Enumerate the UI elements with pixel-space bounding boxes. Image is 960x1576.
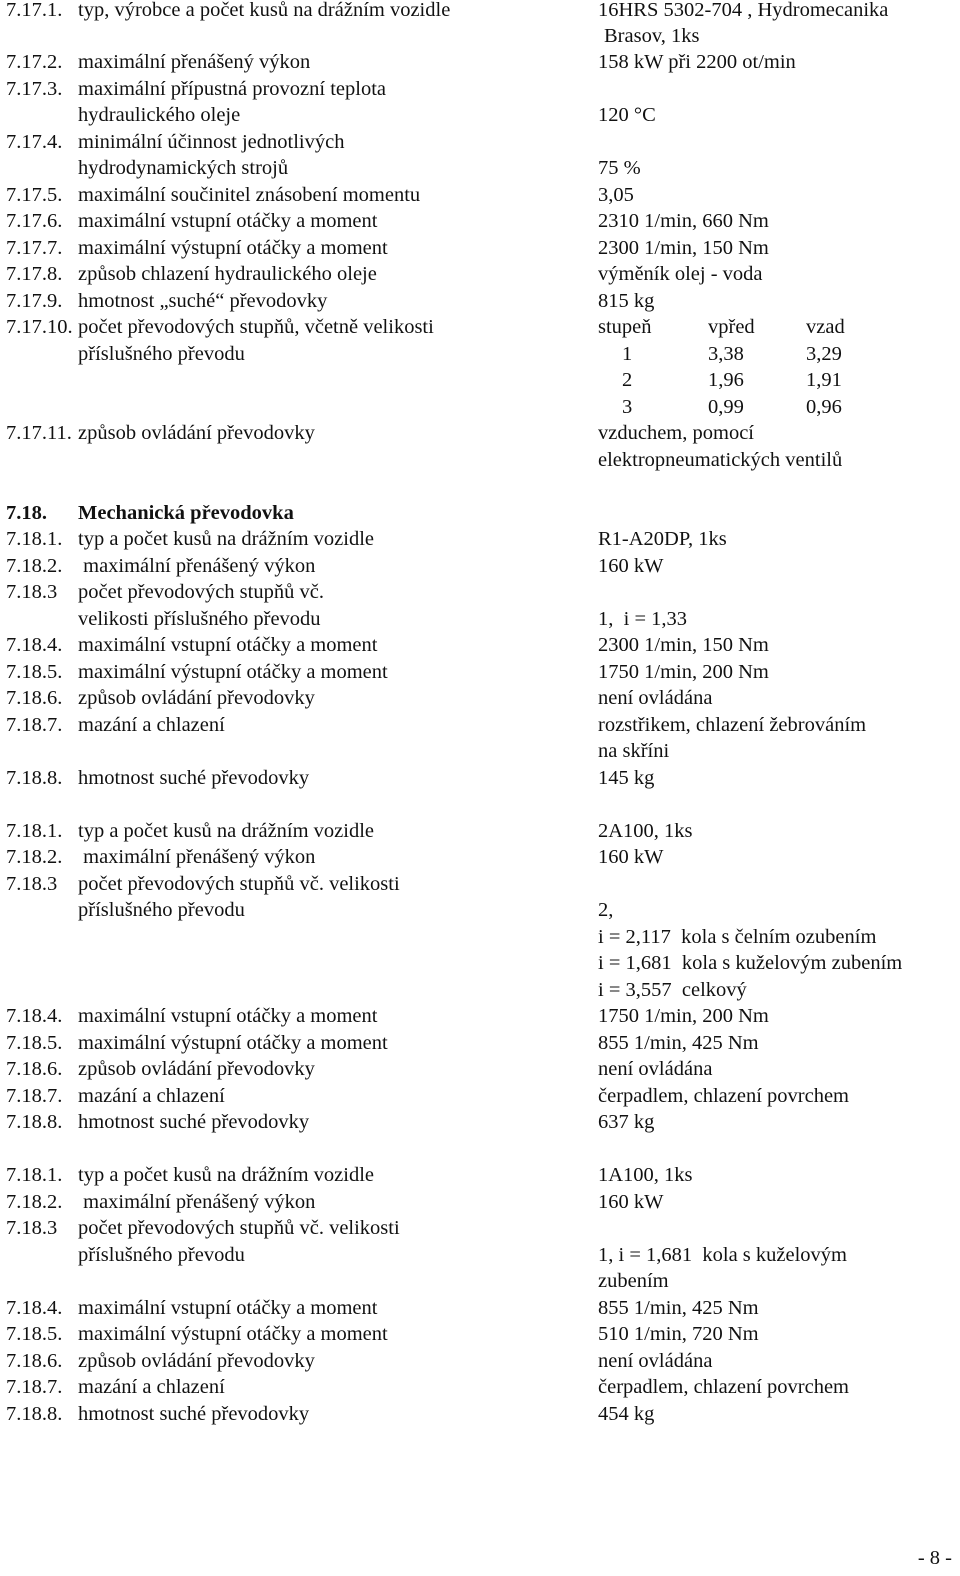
item-value: 855 1/min, 425 Nm — [598, 1032, 759, 1054]
item-number: 7.18.3 — [6, 873, 58, 895]
item-value: není ovládána — [598, 1058, 713, 1080]
item-number: 7.17.1. — [6, 0, 63, 21]
item-value: 855 1/min, 425 Nm — [598, 1297, 759, 1319]
item-value: 1750 1/min, 200 Nm — [598, 661, 769, 683]
item-label: typ a počet kusů na drážním vozidle — [78, 528, 375, 550]
item-label: typ a počet kusů na drážním vozidle — [78, 1164, 375, 1186]
item-number: 7.17.5. — [6, 184, 63, 206]
item-number: 7.18.2. — [6, 846, 63, 868]
item-label: hmotnost suché převodovky — [78, 1403, 310, 1425]
item-number: 7.18.8. — [6, 1111, 63, 1133]
item-value: 160 kW — [598, 555, 664, 577]
item-label: maximální přenášený výkon — [78, 1191, 316, 1213]
item-number: 7.18.7. — [6, 1085, 63, 1107]
item-value-cont: elektropneumatických ventilů — [598, 449, 843, 471]
item-label-cont: hydraulického oleje — [78, 104, 241, 126]
item-value: není ovládána — [598, 687, 713, 709]
item-label: počet převodových stupňů, včetně velikosti — [78, 316, 434, 338]
item-value: 1, i = 1,681 kola s kuželovým — [598, 1244, 847, 1266]
item-number: 7.17.2. — [6, 51, 63, 73]
item-label: mazání a chlazení — [78, 1376, 225, 1398]
item-number: 7.18.3 — [6, 581, 58, 603]
item-label: maximální výstupní otáčky a moment — [78, 237, 388, 259]
item-number: 7.18.1. — [6, 1164, 63, 1186]
item-label: maximální vstupní otáčky a moment — [78, 1297, 378, 1319]
item-label-cont: hydrodynamických strojů — [78, 157, 289, 179]
item-number: 7.17.3. — [6, 78, 63, 100]
item-number: 7.18.7. — [6, 714, 63, 736]
item-value: 160 kW — [598, 1191, 664, 1213]
item-number: 7.18.5. — [6, 661, 63, 683]
gear-table-cell: 3,38 — [708, 343, 744, 365]
item-number: 7.18.6. — [6, 1350, 63, 1372]
gear-table-cell: 1,91 — [806, 369, 842, 391]
item-number: 7.18.2. — [6, 1191, 63, 1213]
item-value: 16HRS 5302-704 , Hydromecanika — [598, 0, 889, 21]
item-value: 1, i = 1,33 — [598, 608, 688, 630]
item-value: rozstřikem, chlazení žebrováním — [598, 714, 867, 736]
item-number: 7.18.4. — [6, 1297, 63, 1319]
item-value: vzduchem, pomocí — [598, 422, 754, 444]
item-label: maximální výstupní otáčky a moment — [78, 661, 388, 683]
gear-table-header: vzad — [806, 316, 845, 338]
item-number: 7.18.8. — [6, 767, 63, 789]
item-label: způsob ovládání převodovky — [78, 422, 315, 444]
item-value: 1A100, 1ks — [598, 1164, 693, 1186]
item-value: 2300 1/min, 150 Nm — [598, 634, 769, 656]
item-value: 75 % — [598, 157, 641, 179]
item-label: hmotnost suché převodovky — [78, 1111, 310, 1133]
section-number: 7.18. — [6, 502, 47, 524]
item-number: 7.17.9. — [6, 290, 63, 312]
item-label: maximální přenášený výkon — [78, 51, 311, 73]
item-value: 815 kg — [598, 290, 655, 312]
gear-table-header: stupeň — [598, 316, 652, 338]
item-value-cont: i = 2,117 kola s čelním ozubením — [598, 926, 877, 948]
item-label: počet převodových stupňů vč. — [78, 581, 324, 603]
item-value: výměník olej - voda — [598, 263, 763, 285]
gear-table-cell: 2 — [622, 369, 633, 391]
item-value: 3,05 — [598, 184, 634, 206]
item-number: 7.17.11. — [6, 422, 72, 444]
item-value: 160 kW — [598, 846, 664, 868]
item-value-cont: i = 1,681 kola s kuželovým zubením — [598, 952, 903, 974]
item-number: 7.18.5. — [6, 1323, 63, 1345]
gear-table-header: vpřed — [708, 316, 755, 338]
page-number: - 8 - — [917, 1547, 952, 1569]
item-value: čerpadlem, chlazení povrchem — [598, 1085, 849, 1107]
item-number: 7.18.6. — [6, 1058, 63, 1080]
item-value: 1750 1/min, 200 Nm — [598, 1005, 769, 1027]
item-value-cont: Brasov, 1ks — [604, 25, 700, 47]
item-value-cont: na skříni — [598, 740, 670, 762]
item-value: 120 °C — [598, 104, 656, 126]
item-number: 7.18.6. — [6, 687, 63, 709]
item-value: čerpadlem, chlazení povrchem — [598, 1376, 849, 1398]
item-number: 7.17.4. — [6, 131, 63, 153]
item-label-cont: příslušného převodu — [78, 343, 245, 365]
gear-table-cell: 3 — [622, 396, 633, 418]
item-label: maximální vstupní otáčky a moment — [78, 210, 378, 232]
item-label: způsob chlazení hydraulického oleje — [78, 263, 377, 285]
item-label: minimální účinnost jednotlivých — [78, 131, 345, 153]
item-label: hmotnost „suché“ převodovky — [78, 290, 328, 312]
item-label: způsob ovládání převodovky — [78, 1350, 315, 1372]
item-value-cont: zubením — [598, 1270, 669, 1292]
gear-table-cell: 0,99 — [708, 396, 744, 418]
item-label-cont: příslušného převodu — [78, 899, 245, 921]
item-number: 7.18.3 — [6, 1217, 58, 1239]
item-label: počet převodových stupňů vč. velikosti — [78, 1217, 400, 1239]
item-label: maximální výstupní otáčky a moment — [78, 1323, 388, 1345]
item-number: 7.18.4. — [6, 634, 63, 656]
item-value: 2300 1/min, 150 Nm — [598, 237, 769, 259]
item-number: 7.18.8. — [6, 1403, 63, 1425]
section-title: Mechanická převodovka — [78, 502, 294, 524]
item-number: 7.18.4. — [6, 1005, 63, 1027]
gear-table-cell: 1 — [622, 343, 633, 365]
item-label: maximální vstupní otáčky a moment — [78, 634, 378, 656]
item-label: mazání a chlazení — [78, 1085, 225, 1107]
item-label: způsob ovládání převodovky — [78, 1058, 315, 1080]
item-value: 2, — [598, 899, 614, 921]
item-label: mazání a chlazení — [78, 714, 225, 736]
item-number: 7.17.8. — [6, 263, 63, 285]
item-label: maximální přenášený výkon — [78, 555, 316, 577]
item-value-cont: i = 3,557 celkový — [598, 979, 747, 1001]
item-value: není ovládána — [598, 1350, 713, 1372]
item-number: 7.18.7. — [6, 1376, 63, 1398]
item-label: typ, výrobce a počet kusů na drážním vozidle — [78, 0, 451, 21]
item-label: počet převodových stupňů vč. velikosti — [78, 873, 400, 895]
item-number: 7.18.5. — [6, 1032, 63, 1054]
gear-table-cell: 1,96 — [708, 369, 744, 391]
item-value: 2310 1/min, 660 Nm — [598, 210, 769, 232]
item-number: 7.18.1. — [6, 528, 63, 550]
item-label: typ a počet kusů na drážním vozidle — [78, 820, 375, 842]
item-value: 145 kg — [598, 767, 655, 789]
item-value: R1-A20DP, 1ks — [598, 528, 727, 550]
item-label-cont: velikosti příslušného převodu — [78, 608, 321, 630]
item-label: způsob ovládání převodovky — [78, 687, 315, 709]
item-value: 637 kg — [598, 1111, 655, 1133]
item-number: 7.17.10. — [6, 316, 73, 338]
item-value: 454 kg — [598, 1403, 655, 1425]
item-label: maximální přípustná provozní teplota — [78, 78, 387, 100]
item-number: 7.17.7. — [6, 237, 63, 259]
item-label: maximální vstupní otáčky a moment — [78, 1005, 378, 1027]
item-label: hmotnost suché převodovky — [78, 767, 310, 789]
item-label: maximální přenášený výkon — [78, 846, 316, 868]
item-label: maximální výstupní otáčky a moment — [78, 1032, 388, 1054]
item-value: 2A100, 1ks — [598, 820, 693, 842]
item-number: 7.18.1. — [6, 820, 63, 842]
gear-table-cell: 3,29 — [806, 343, 842, 365]
item-label: maximální součinitel znásobení momentu — [78, 184, 421, 206]
item-value: 158 kW při 2200 ot/min — [598, 51, 796, 73]
item-label-cont: příslušného převodu — [78, 1244, 245, 1266]
item-number: 7.18.2. — [6, 555, 63, 577]
item-number: 7.17.6. — [6, 210, 63, 232]
item-value: 510 1/min, 720 Nm — [598, 1323, 759, 1345]
gear-table-cell: 0,96 — [806, 396, 842, 418]
